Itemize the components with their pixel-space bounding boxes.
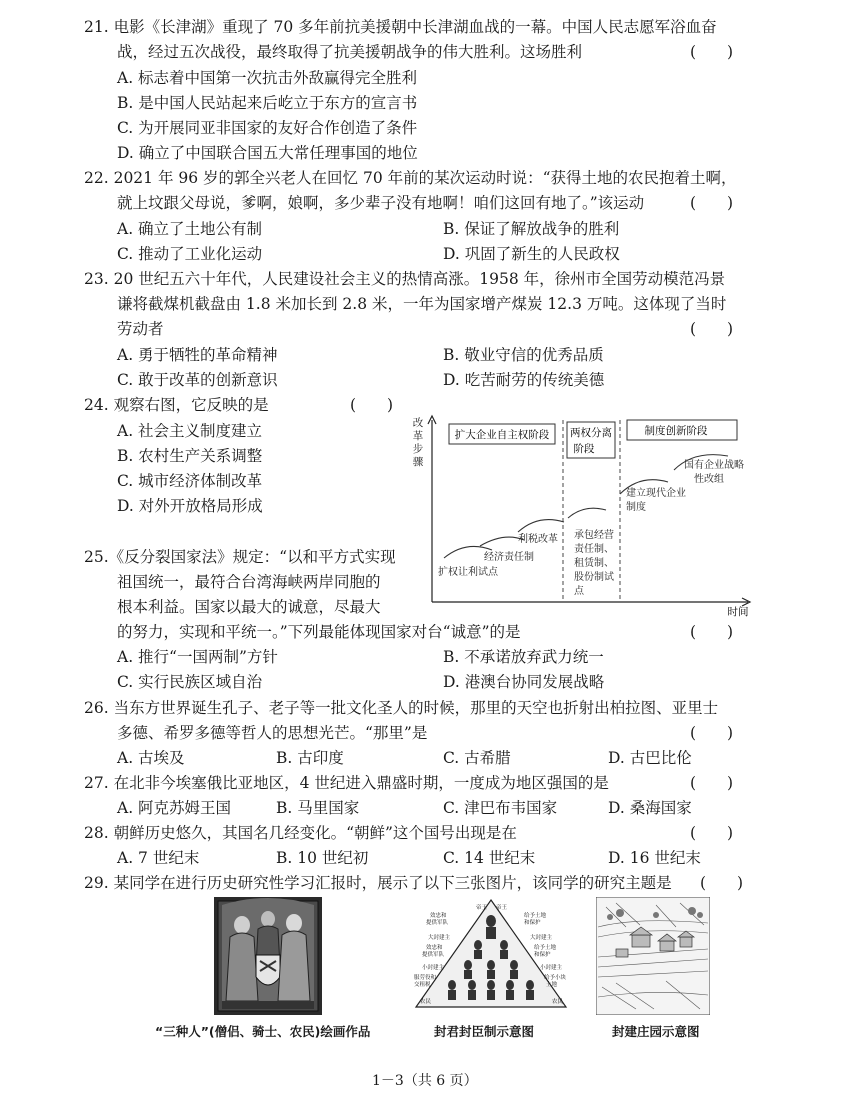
pyr-r2: 大封建主 [530, 935, 553, 941]
pyr-r3b: 和保护 [534, 952, 551, 958]
q28-option-c: C. 14 世纪末 [443, 849, 536, 867]
pyr-l2: 大封建主 [428, 935, 451, 941]
caption-manor: 封建庄园示意图 [612, 1024, 700, 1039]
step-label-2: 经济责任制 [484, 552, 534, 563]
q29-stem: 29. 某同学在进行历史研究性学习汇报时，展示了以下三张图片，该同学的研究主题是 [84, 874, 672, 892]
q22-stem-line2: 就上坟跟父母说，爹啊，娘啊，多少辈子没有地啊！咱们这回有地了。”该运动 [117, 194, 645, 212]
pyr-l4: 小封建主 [422, 965, 445, 971]
q25-stem-line3: 根本利益。国家以最大的诚意，尽最大 [117, 598, 381, 616]
step-label-5b: 制度 [626, 502, 646, 513]
q22-option-d: D. 巩固了新生的人民政权 [443, 245, 620, 263]
q28-option-b: B. 10 世纪初 [276, 849, 369, 867]
q23-option-b: B. 敬业守信的优秀品质 [443, 346, 604, 364]
caption-painting: “三种人”(僧侣、骑士、农民)绘画作品 [155, 1024, 371, 1039]
pyr-l5b: 交租税 [414, 982, 431, 988]
q24-option-d: D. 对外开放格局形成 [117, 497, 263, 515]
q26-option-b: B. 古印度 [276, 749, 344, 767]
step-label-4c: 租赁制、 [574, 558, 614, 569]
step-label-3: 利税改革 [518, 534, 558, 545]
q24-option-b: B. 农村生产关系调整 [117, 447, 263, 465]
q27-option-a: A. 阿克苏姆王国 [117, 799, 232, 817]
q27-option-c: C. 津巴布韦国家 [443, 799, 558, 817]
pyr-l3a: 效忠和 [426, 945, 443, 951]
chart-ylabel-1: 改 [412, 417, 424, 429]
q26-option-c: C. 古希腊 [443, 749, 511, 767]
manor-sketch [596, 897, 710, 1015]
pyr-l6: 农民 [420, 999, 432, 1005]
q25-option-c: C. 实行民族区域自治 [117, 673, 263, 691]
pyr-r4: 小封建主 [540, 965, 563, 971]
pyr-l3b: 提供军队 [422, 952, 445, 958]
q28-stem: 28. 朝鲜历史悠久，其国名几经变化。“朝鲜”这个国号出现是在 [84, 824, 517, 842]
q23-option-c: C. 敢于改革的创新意识 [117, 371, 278, 389]
q21-option-d: D. 确立了中国联合国五大常任理事国的地位 [117, 144, 418, 162]
q23-answer-bracket: ( ) [690, 320, 734, 338]
q21-option-a: A. 标志着中国第一次抗击外敌赢得完全胜利 [117, 69, 418, 87]
q21-option-c: C. 为开展同亚非国家的友好合作创造了条件 [117, 119, 418, 137]
q23-stem-line2: 谦将截煤机截盘由 1.8 米加长到 2.8 米，一年为国家增产煤炭 12.3 万吨。这体现了当时 [117, 295, 727, 313]
phase-label-3: 制度创新阶段 [644, 425, 708, 437]
phase-label-2b: 阶段 [573, 443, 595, 455]
q22-stem-line1: 22. 2021 年 96 岁的郭全兴老人在回忆 70 年前的某次运动时说：“获得土地的农民抱着土啊， [84, 169, 737, 187]
q24-answer-bracket: ( ) [350, 396, 394, 414]
q25-stem-line1: 25.《反分裂国家法》规定：“以和平方式实现 [84, 548, 396, 566]
pyr-r5a: 给予小块 [544, 975, 567, 981]
chart-ylabel-2: 革 [412, 430, 424, 442]
step-arc-3 [518, 520, 564, 532]
pyr-l1b: 提供军队 [426, 920, 449, 926]
shield-icon [256, 955, 280, 985]
q23-stem-line3: 劳动者 [117, 320, 164, 338]
q22-option-c: C. 推动了工业化运动 [117, 245, 263, 263]
step-arc-4 [568, 508, 606, 518]
q28-option-a: A. 7 世纪末 [117, 849, 200, 867]
q24-option-c: C. 城市经济体制改革 [117, 472, 263, 490]
step-label-6a: 国有企业战略 [684, 460, 744, 471]
chart-xlabel: 时间 [727, 606, 749, 618]
step-label-6b: 性改组 [694, 474, 724, 485]
q24-option-a: A. 社会主义制度建立 [117, 422, 263, 440]
q29-answer-bracket: ( ) [700, 874, 744, 892]
q26-answer-bracket: ( ) [690, 724, 734, 742]
q21-stem-line1: 21. 电影《长津湖》重现了 70 多年前抗美援朝中长津湖血战的一幕。中国人民志愿军浴血奋 [84, 18, 717, 36]
pyr-l1a: 效忠和 [430, 913, 447, 919]
q26-stem-line1: 26. 当东方世界诞生孔子、老子等一批文化圣人的时候，那里的天空也折射出柏拉图、亚里士 [84, 699, 719, 717]
step-label-4e: 点 [574, 586, 584, 597]
q27-stem: 27. 在北非今埃塞俄比亚地区，4 世纪进入鼎盛时期，一度成为地区强国的是 [84, 774, 609, 792]
q23-option-d: D. 吃苦耐劳的传统美德 [443, 371, 605, 389]
step-label-5a: 建立现代企业 [626, 488, 686, 499]
q21-option-b: B. 是中国人民站起来后屹立于东方的宣言书 [117, 94, 418, 112]
chart-ylabel-3: 步 [412, 443, 424, 455]
q26-option-a: A. 古埃及 [117, 749, 185, 767]
step-label-4b: 责任制、 [574, 544, 614, 555]
q25-answer-bracket: ( ) [690, 623, 734, 641]
q27-answer-bracket: ( ) [690, 774, 734, 792]
q26-option-d: D. 古巴比伦 [608, 749, 692, 767]
chart-ylabel-4: 骤 [412, 456, 424, 468]
q22-option-a: A. 确立了土地公有制 [117, 220, 263, 238]
q25-stem-line4: 的努力，实现和平统一。”下列最能体现国家对台“诚意”的是 [117, 623, 521, 641]
step-label-1: 扩权让利试点 [438, 567, 498, 578]
pyr-l5a: 服劳役和 [414, 975, 437, 981]
q23-option-a: A. 勇于牺牲的革命精神 [117, 346, 278, 364]
phase-label-1: 扩大企业自主权阶段 [454, 429, 550, 441]
q22-answer-bracket: ( ) [690, 194, 734, 212]
q25-option-b: B. 不承诺放弃武力统一 [443, 648, 604, 666]
q27-option-d: D. 桑海国家 [608, 799, 692, 817]
pyr-r3a: 给予土地 [534, 945, 557, 951]
three-orders-painting [214, 897, 322, 1015]
q27-option-b: B. 马里国家 [276, 799, 360, 817]
q22-option-b: B. 保证了解放战争的胜利 [443, 220, 620, 238]
pyr-r1a: 给予土地 [524, 913, 547, 919]
feudal-hierarchy-pyramid [406, 897, 576, 1013]
caption-pyramid: 封君封臣制示意图 [434, 1024, 535, 1039]
reform-stages-diagram [408, 412, 758, 622]
q25-stem-line2: 祖国统一，最符合台湾海峡两岸同胞的 [117, 573, 381, 591]
q28-option-d: D. 16 世纪末 [608, 849, 701, 867]
q21-answer-bracket: ( ) [690, 43, 734, 61]
q25-option-a: A. 推行“一国两制”方针 [117, 648, 278, 666]
q24-stem: 24. 观察右图，它反映的是 [84, 396, 269, 414]
step-label-4a: 承包经营 [574, 530, 614, 541]
q26-stem-line2: 多德、希罗多德等哲人的思想光芒。“那里”是 [117, 724, 428, 742]
phase-label-2a: 两权分离 [570, 427, 612, 439]
pyr-king-left: 帝王 [476, 905, 488, 911]
q28-answer-bracket: ( ) [690, 824, 734, 842]
pyr-r5b: 土地 [546, 982, 558, 988]
page-number: 1－3（共 6 页） [372, 1073, 478, 1089]
q23-stem-line1: 23. 20 世纪五六十年代，人民建设社会主义的热情高涨。1958 年，徐州市全国劳动模范冯景 [84, 270, 726, 288]
pyr-r6: 农民 [552, 999, 564, 1005]
q21-stem-line2: 战，经过五次战役，最终取得了抗美援朝战争的伟大胜利。这场胜利 [117, 43, 583, 61]
pyr-r1b: 和保护 [524, 920, 541, 926]
step-label-4d: 股份制试 [574, 572, 614, 583]
q25-option-d: D. 港澳台协同发展战略 [443, 673, 605, 691]
pyr-king-right: 帝王 [496, 905, 508, 911]
